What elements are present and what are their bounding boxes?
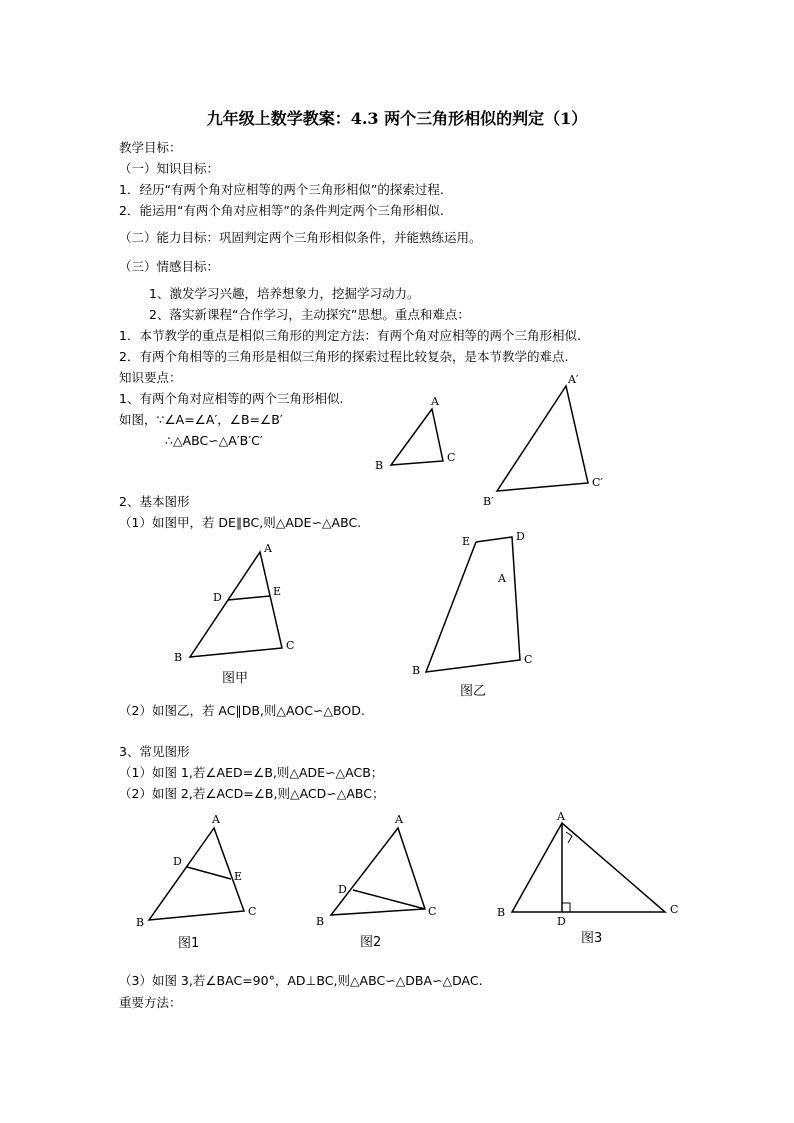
fig3-triangle (512, 823, 665, 912)
emotion-goal-heading: （三）情感目标： (119, 259, 220, 274)
figure-jia (165, 535, 305, 690)
jia-label-d: D (213, 591, 222, 604)
common-figures-heading: 3、常见图形 (119, 744, 190, 759)
methods-heading: 重要方法： (119, 995, 182, 1010)
small-triangle (391, 409, 443, 465)
goals-heading: 教学目标： (119, 140, 182, 155)
jia-triangle (190, 552, 282, 657)
yi-label-d: D (516, 530, 525, 543)
ability-goal: （二）能力目标：巩固判定两个三角形相似条件，并能熟练运用。 (119, 230, 482, 245)
emotion-goal-1: 1、激发学习兴趣，培养想象力，挖掘学习动力。 (149, 286, 420, 301)
page-title: 九年级上数学教案：4.3 两个三角形相似的判定（1） (206, 109, 588, 128)
fig1-segment-de (187, 867, 231, 879)
yi-label-e: E (462, 535, 471, 548)
basic-figures-heading: 2、基本图形 (119, 494, 190, 509)
fig3-caption: 图3 (581, 931, 603, 946)
point-1-given: 如图，∵∠A=∠A′，∠B=∠B′ (119, 412, 283, 427)
small-label-b: B (375, 459, 384, 472)
fig2-segment-cd (353, 890, 425, 909)
emotion-goal-2: 2、落实新课程“合作学习，主动探究”思想。重点和难点： (149, 307, 470, 322)
fig1-label-b: B (136, 916, 145, 929)
figure-1 (130, 808, 270, 956)
large-label-a: A′ (568, 373, 579, 386)
common-figure-1-text: （1）如图 1,若∠AED=∠B,则△ADE∽△ACB； (119, 765, 384, 780)
small-label-c: C (447, 451, 456, 464)
yi-caption: 图乙 (460, 684, 487, 699)
yi-label-c: C (524, 653, 533, 666)
knowledge-goal-1: 1．经历“有两个角对应相等的两个三角形相似”的探索过程. (119, 182, 444, 197)
key-point-2: 2．有两个角相等的三角形是相似三角形的探索过程比较复杂，是本节教学的难点. (119, 349, 569, 364)
figure-2 (310, 808, 450, 956)
fig2-label-a: A (395, 813, 403, 826)
jia-label-e: E (273, 585, 282, 598)
knowledge-goal-heading: （一）知识目标： (119, 161, 220, 176)
large-label-c: C′ (592, 476, 603, 489)
point-1-conclusion: ∴△ABC∽△A′B′C′ (165, 433, 263, 448)
jia-label-a: A (264, 542, 272, 555)
fig1-label-c: C (248, 905, 257, 918)
figure-3 (490, 805, 690, 950)
fig1-label-e: E (234, 870, 243, 883)
fig3-label-c: C (670, 903, 679, 916)
large-label-b: B′ (483, 495, 494, 508)
point-1: 1、有两个角对应相等的两个三角形相似. (119, 391, 344, 406)
figure-yi (400, 527, 545, 702)
jia-label-c: C (286, 639, 295, 652)
points-heading: 知识要点： (119, 370, 182, 385)
fig3-right-angle-d (562, 903, 570, 912)
yi-label-a: A (498, 572, 506, 585)
fig2-label-b: B (316, 915, 325, 928)
common-figure-3-text: （3）如图 3,若∠BAC=90°，AD⊥BC,则△ABC∽△DBA∽△DAC. (119, 973, 483, 988)
fig1-label-d: D (173, 855, 182, 868)
jia-segment-de (228, 596, 270, 600)
large-triangle (497, 386, 588, 491)
fig1-triangle (149, 828, 244, 920)
fig2-label-c: C (428, 905, 437, 918)
small-label-a: A (431, 395, 439, 408)
fig2-label-d: D (338, 883, 347, 896)
key-point-1: 1．本节教学的重点是相似三角形的判定方法：有两个角对应相等的两个三角形相似. (119, 328, 581, 343)
fig3-label-a: A (557, 810, 565, 823)
fig3-right-angle-a (566, 832, 572, 843)
fig3-label-b: B (497, 906, 506, 919)
basic-figure-1-text: （1）如图甲，若 DE∥BC,则△ADE∽△ABC. (119, 515, 362, 530)
small-triangle-figure (360, 385, 470, 485)
common-figure-2-text: （2）如图 2,若∠ACD=∠B,则△ACD∽△ABC； (119, 786, 385, 801)
large-triangle-figure (475, 370, 625, 515)
fig3-label-d: D (557, 915, 566, 928)
fig2-caption: 图2 (360, 935, 382, 950)
knowledge-goal-2: 2．能运用“有两个角对应相等”的条件判定两个三角形相似. (119, 203, 444, 218)
fig1-caption: 图1 (178, 936, 200, 951)
jia-caption: 图甲 (222, 671, 249, 686)
yi-crossing-lines (426, 537, 520, 672)
yi-label-b: B (412, 664, 421, 677)
fig1-label-a: A (212, 813, 220, 826)
fig2-triangle (331, 828, 425, 915)
jia-label-b: B (174, 651, 183, 664)
basic-figure-2-text: （2）如图乙，若 AC∥DB,则△AOC∽△BOD. (119, 703, 365, 718)
